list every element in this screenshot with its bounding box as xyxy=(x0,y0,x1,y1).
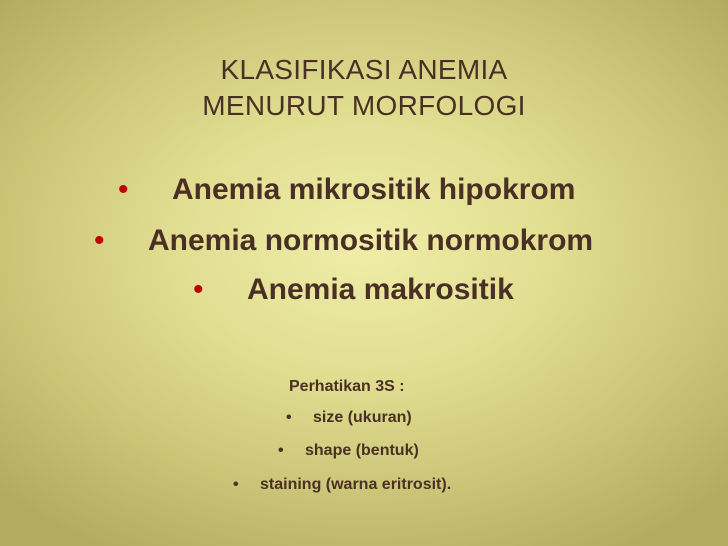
bullet-icon: • xyxy=(233,476,239,493)
note-item-text: shape (bentuk) xyxy=(305,442,419,459)
title-line-2: MENURUT MORFOLOGI xyxy=(202,90,526,121)
main-bullet-item xyxy=(193,272,514,308)
note-item-text: staining (warna eritrosit). xyxy=(260,476,452,493)
main-bullet-item xyxy=(94,223,593,259)
note-item xyxy=(286,408,412,428)
bullet-icon: • xyxy=(94,224,105,257)
main-bullet-item xyxy=(118,172,575,208)
main-bullet-text: Anemia mikrositik hipokrom xyxy=(172,173,576,206)
bullet-icon: • xyxy=(193,273,204,306)
bullet-icon: • xyxy=(278,442,284,459)
note-heading: Perhatikan 3S : xyxy=(289,378,405,395)
note-item xyxy=(233,475,451,495)
main-bullet-text: Anemia normositik normokrom xyxy=(148,224,594,257)
note-item-text: size (ukuran) xyxy=(313,409,412,426)
note-item xyxy=(278,441,419,461)
bullet-icon: • xyxy=(286,409,292,426)
slide-title xyxy=(0,52,728,124)
title-line-1: KLASIFIKASI ANEMIA xyxy=(220,54,508,85)
main-bullet-text: Anemia makrositik xyxy=(247,273,514,306)
bullet-icon: • xyxy=(118,173,129,206)
